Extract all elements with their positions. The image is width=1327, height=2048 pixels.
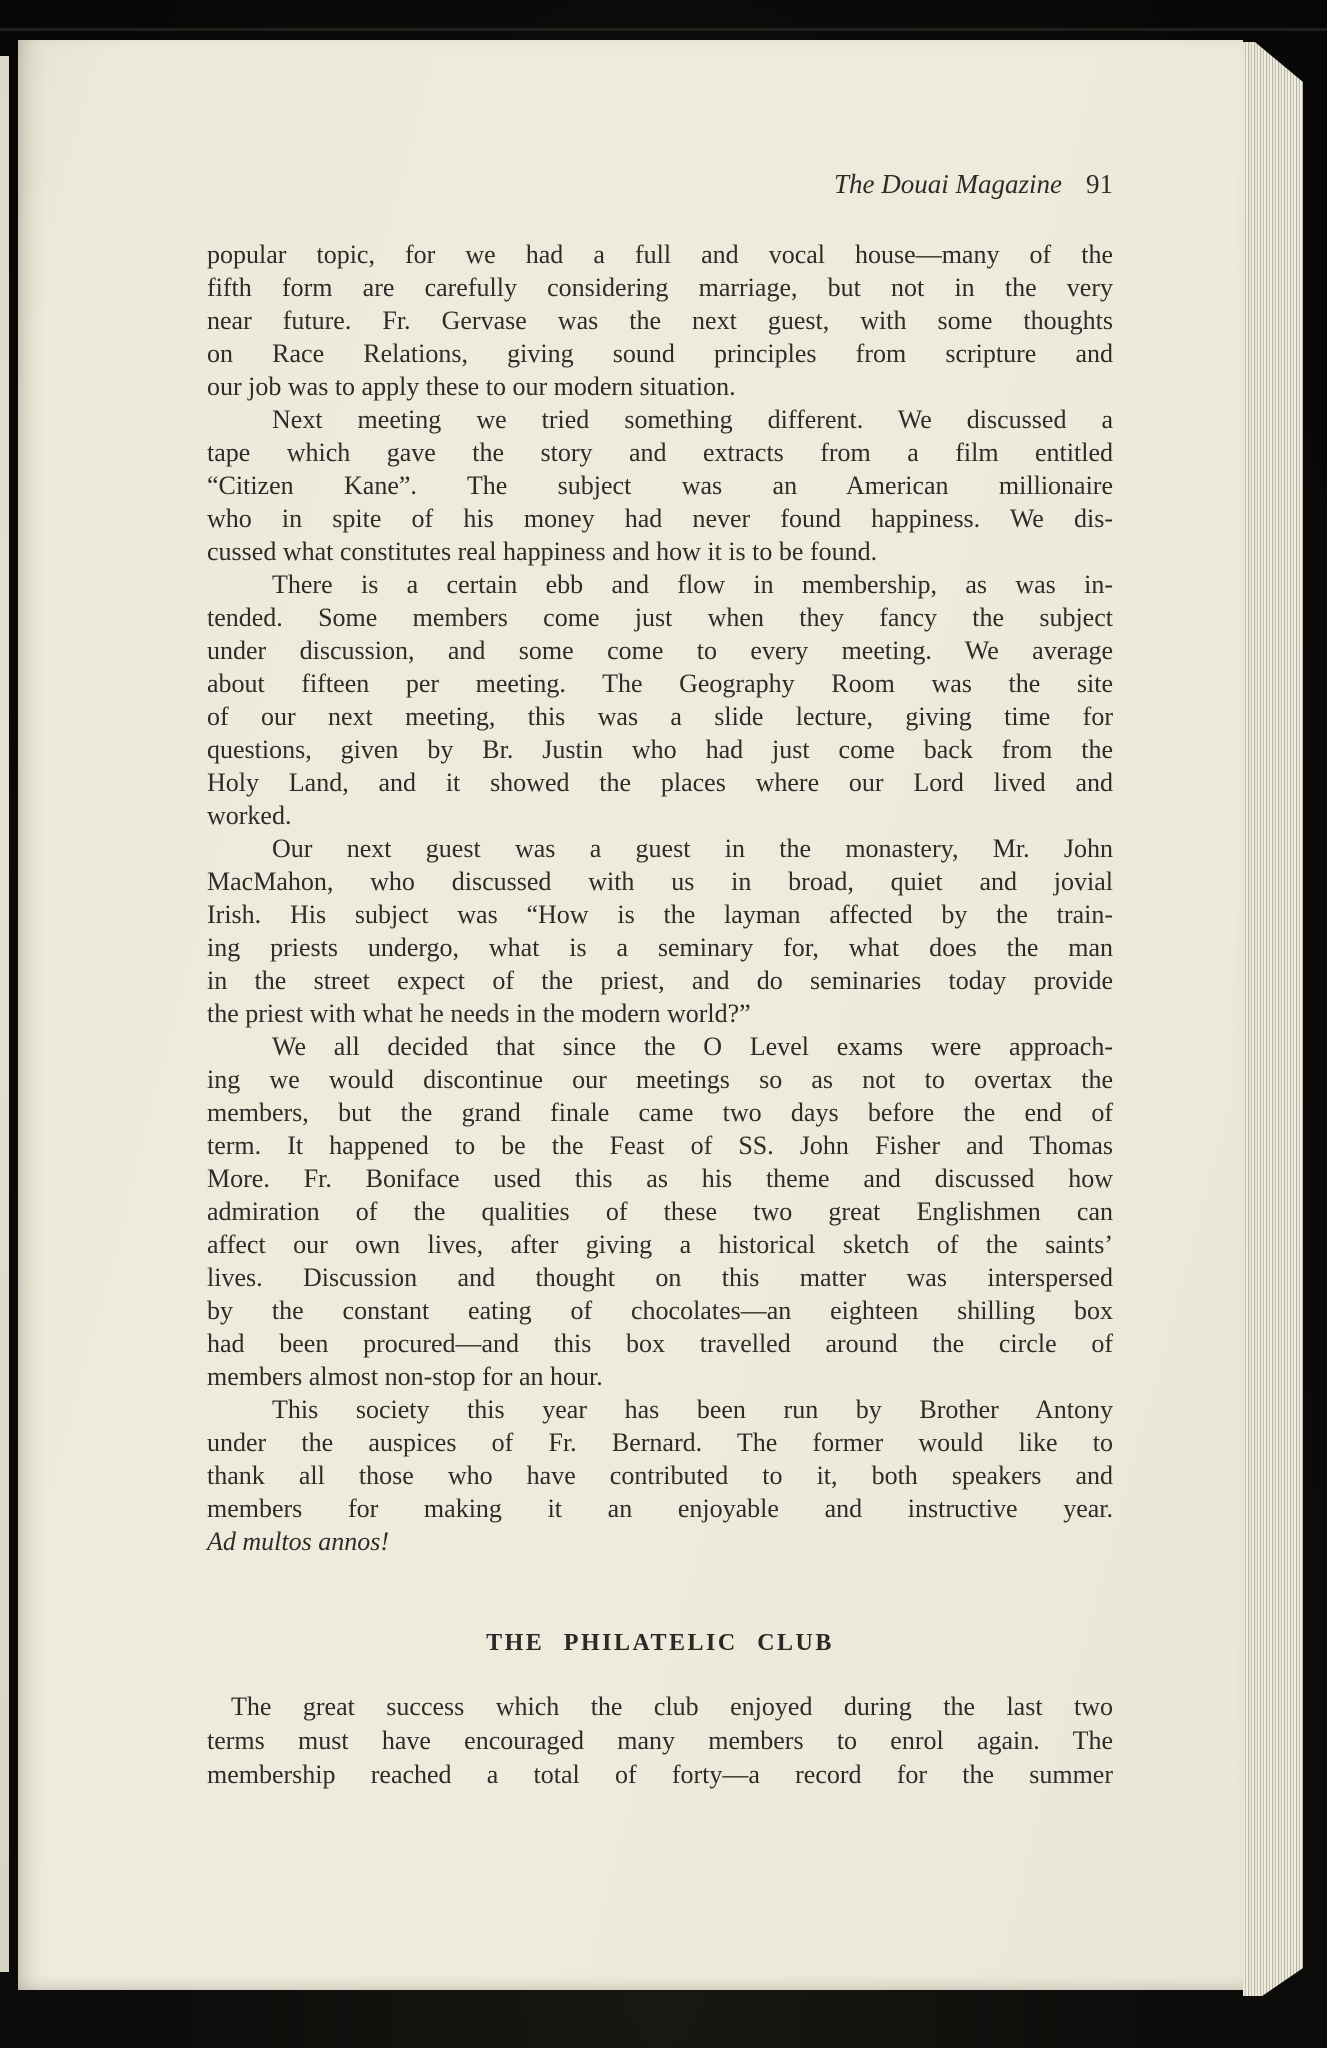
text-line: thank all those who have contributed to it, both speakers and xyxy=(207,1461,1113,1490)
text-line: questions, given by Br. Justin who had just come back from the xyxy=(207,735,1113,764)
text-line: tape which gave the story and extracts from a film entitled xyxy=(207,438,1113,467)
text-line: near future. Fr. Gervase was the next guest, with some thoughts xyxy=(207,306,1113,335)
text-line: ing priests undergo, what is a seminary for, what does the man xyxy=(207,933,1113,962)
text-line: term. It happened to be the Feast of SS. John Fisher and Thomas xyxy=(207,1131,1113,1160)
text-line: of our next meeting, this was a slide lecture, giving time for xyxy=(207,702,1113,731)
page-stack-fore-edge xyxy=(1243,42,1303,1996)
text-line: “Citizen Kane”. The subject was an American millionaire xyxy=(207,471,1113,500)
section-heading: THE PHILATELIC CLUB xyxy=(486,1630,834,1656)
text-line: This society this year has been run by Brother Antony xyxy=(272,1395,1113,1424)
text-line: membership reached a total of forty—a record for the summer xyxy=(207,1760,1113,1789)
text-line: fifth form are carefully considering marriage, but not in the very xyxy=(207,273,1113,302)
magazine-page xyxy=(18,40,1243,1990)
text-line: who in spite of his money had never found happiness. We dis- xyxy=(207,504,1113,533)
text-line: admiration of the qualities of these two great Englishmen can xyxy=(207,1197,1113,1226)
text-line: The great success which the club enjoyed during the last two xyxy=(231,1692,1113,1721)
page-number: 91 xyxy=(1086,169,1113,199)
text-line: Next meeting we tried something different. We discussed a xyxy=(272,405,1113,434)
text-line: Our next guest was a guest in the monastery, Mr. John xyxy=(272,834,1113,863)
text-line: our job was to apply these to our modern situation. xyxy=(207,372,736,401)
text-line: lives. Discussion and thought on this matter was interspersed xyxy=(207,1263,1113,1292)
text-line: MacMahon, who discussed with us in broad, quiet and jovial xyxy=(207,867,1113,896)
text-line: in the street expect of the priest, and do seminaries today provide xyxy=(207,966,1113,995)
text-line: More. Fr. Boniface used this as his theme and discussed how xyxy=(207,1164,1113,1193)
underlying-page-edge xyxy=(0,56,9,1972)
text-line: affect our own lives, after giving a historical sketch of the saints’ xyxy=(207,1230,1113,1259)
text-line: cussed what constitutes real happiness and how it is to be found. xyxy=(207,537,878,566)
text-line: the priest with what he needs in the modern world?” xyxy=(207,999,751,1028)
text-line: about fifteen per meeting. The Geography Room was the site xyxy=(207,669,1113,698)
text-line: Irish. His subject was “How is the layman affected by the train- xyxy=(207,900,1113,929)
article-body xyxy=(207,238,1113,1558)
text-line: had been procured—and this box travelled around the circle of xyxy=(207,1329,1113,1358)
text-line: by the constant eating of chocolates—an eighteen shilling box xyxy=(207,1296,1113,1325)
text-line: ing we would discontinue our meetings so as not to overtax the xyxy=(207,1065,1113,1094)
book-cover-ridge xyxy=(0,28,1327,31)
section-paragraph xyxy=(207,1690,1113,1792)
text-line: Holy Land, and it showed the places where our Lord lived and xyxy=(207,768,1113,797)
text-line: under the auspices of Fr. Bernard. The former would like to xyxy=(207,1428,1113,1457)
text-line: on Race Relations, giving sound principles from scripture and xyxy=(207,339,1113,368)
text-line: terms must have encouraged many members to enrol again. The xyxy=(207,1726,1113,1755)
text-line: popular topic, for we had a full and vocal house—many of the xyxy=(207,240,1113,269)
running-header xyxy=(207,168,1113,201)
text-line: members for making it an enjoyable and instructive year. xyxy=(207,1494,1113,1523)
text-line: We all decided that since the O Level exams were approach- xyxy=(272,1032,1113,1061)
text-line-latin-phrase: Ad multos annos! xyxy=(207,1527,389,1556)
text-line: tended. Some members come just when they fancy the subject xyxy=(207,603,1113,632)
text-line: members, but the grand finale came two days before the end of xyxy=(207,1098,1113,1127)
text-line: members almost non-stop for an hour. xyxy=(207,1362,603,1391)
journal-title: The Douai Magazine xyxy=(834,169,1062,199)
text-line: worked. xyxy=(207,801,292,830)
text-line: under discussion, and some come to every meeting. We average xyxy=(207,636,1113,665)
text-line: There is a certain ebb and flow in membership, as was in- xyxy=(272,570,1113,599)
